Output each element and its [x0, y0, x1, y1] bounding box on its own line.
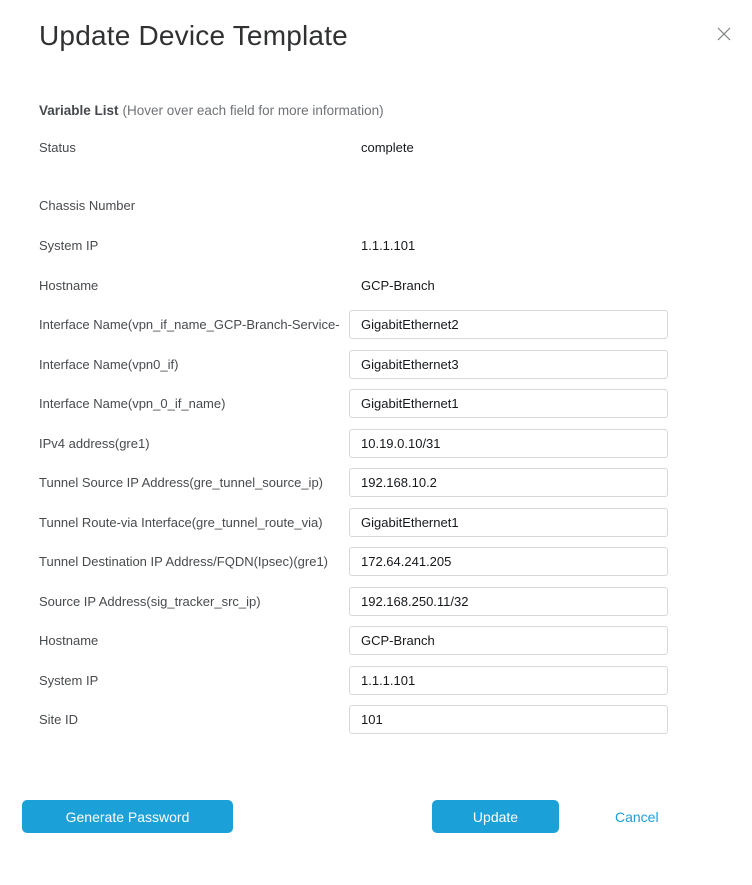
field-label: Tunnel Source IP Address(gre_tunnel_source_ip) — [39, 475, 324, 490]
field-label: Hostname — [39, 277, 99, 293]
field-input[interactable] — [349, 547, 668, 576]
field-label: IPv4 address(gre1) — [39, 435, 150, 451]
field-input[interactable] — [349, 310, 668, 339]
field-label: Interface Name(vpn_if_name_GCP-Branch-Service- — [39, 317, 340, 332]
input-field-rows — [39, 310, 752, 734]
variable-list-hint: (Hover over each field for more information) — [122, 103, 384, 118]
static-field-rows — [39, 127, 752, 305]
dialog-footer — [0, 800, 752, 833]
static-field-row — [39, 185, 752, 225]
input-field-row — [39, 389, 752, 418]
static-field-row — [39, 265, 752, 305]
field-label: Tunnel Destination IP Address/FQDN(Ipsec)(gre1) — [39, 554, 329, 569]
input-field-row — [39, 468, 752, 497]
field-value: complete — [361, 139, 414, 155]
field-input[interactable] — [349, 429, 668, 458]
field-label: Hostname — [39, 633, 99, 648]
input-field-row — [39, 626, 752, 655]
variable-list-header — [39, 103, 752, 119]
input-field-row — [39, 350, 752, 379]
field-input[interactable] — [349, 666, 668, 695]
field-label: System IP — [39, 237, 99, 253]
field-label: Site ID — [39, 712, 79, 727]
dialog-title: Update Device Template — [39, 20, 348, 51]
field-label: Chassis Number — [39, 197, 136, 213]
field-input[interactable] — [349, 705, 668, 734]
field-value: GCP-Branch — [361, 277, 435, 293]
field-label: Source IP Address(sig_tracker_src_ip) — [39, 593, 261, 609]
input-field-row — [39, 705, 752, 734]
input-field-row — [39, 587, 752, 616]
input-field-row — [39, 310, 752, 339]
field-input[interactable] — [349, 350, 668, 379]
field-label: Status — [39, 139, 76, 155]
input-field-row — [39, 508, 752, 537]
cancel-button[interactable]: Cancel — [615, 808, 659, 825]
field-input[interactable] — [349, 468, 668, 497]
field-label: Interface Name(vpn_0_if_name) — [39, 396, 226, 411]
field-label: Tunnel Route-via Interface(gre_tunnel_route_via) — [39, 514, 323, 530]
static-field-row — [39, 127, 752, 167]
field-label: System IP — [39, 672, 99, 688]
field-input[interactable] — [349, 626, 668, 655]
field-input[interactable] — [349, 389, 668, 418]
generate-password-button[interactable]: Generate Password — [22, 800, 233, 833]
field-value: 1.1.1.101 — [361, 237, 416, 253]
close-icon[interactable] — [716, 26, 732, 42]
close-x-glyph — [717, 27, 731, 41]
field-input[interactable] — [349, 587, 668, 616]
input-field-row — [39, 429, 752, 458]
input-field-row — [39, 547, 752, 576]
static-field-row — [39, 225, 752, 265]
field-input[interactable] — [349, 508, 668, 537]
update-button[interactable]: Update — [432, 800, 559, 833]
variable-list-heading: Variable List — [39, 103, 119, 118]
field-label: Interface Name(vpn0_if) — [39, 356, 179, 372]
input-field-row — [39, 666, 752, 695]
